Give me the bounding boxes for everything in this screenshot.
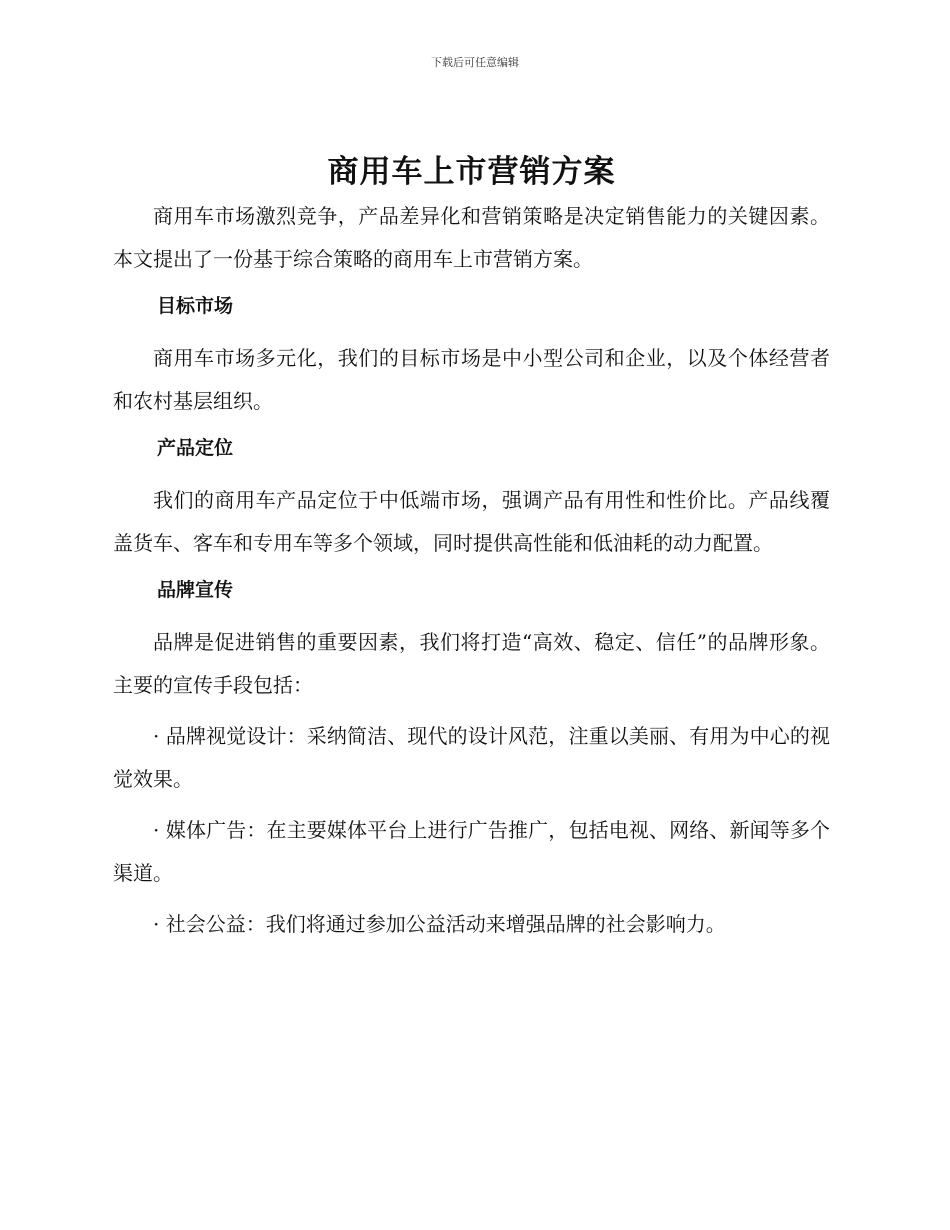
section-heading-product-positioning: 产品定位 <box>157 437 234 459</box>
section-text-brand-promotion: 品牌是促进销售的重要因素，我们将打造“高效、稳定、信任”的品牌形象。主要的宣传手段包括： <box>113 630 830 697</box>
bullet-item-visual-design: · 品牌视觉设计：采纳简洁、现代的设计风范，注重以美丽、有用为中心的视觉效果。 <box>113 724 830 791</box>
section-heading-target-market: 目标市场 <box>157 295 234 317</box>
section-heading-brand-promotion: 品牌宣传 <box>157 579 234 601</box>
document-body <box>113 146 830 954</box>
header-note: 下载后可任意编辑 <box>431 56 519 69</box>
section-text-product-positioning: 我们的商用车产品定位于中低端市场，强调产品有用性和性价比。产品线覆盖货车、客车和专用车等多个领域，同时提供高性能和低油耗的动力配置。 <box>113 488 830 555</box>
document-title: 商用车上市营销方案 <box>327 154 616 190</box>
bullet-item-public-welfare: · 社会公益：我们将通过参加公益活动来增强品牌的社会影响力。 <box>153 912 726 936</box>
section-text-target-market: 商用车市场多元化，我们的目标市场是中小型公司和企业，以及个体经营者和农村基层组织。 <box>113 346 830 413</box>
intro-paragraph: 商用车市场激烈竞争，产品差异化和营销策略是决定销售能力的关键因素。本文提出了一份基于综合策略的商用车上市营销方案。 <box>113 204 830 271</box>
bullet-item-media-ads: · 媒体广告：在主要媒体平台上进行广告推广，包括电视、网络、新闻等多个渠道。 <box>113 818 830 885</box>
